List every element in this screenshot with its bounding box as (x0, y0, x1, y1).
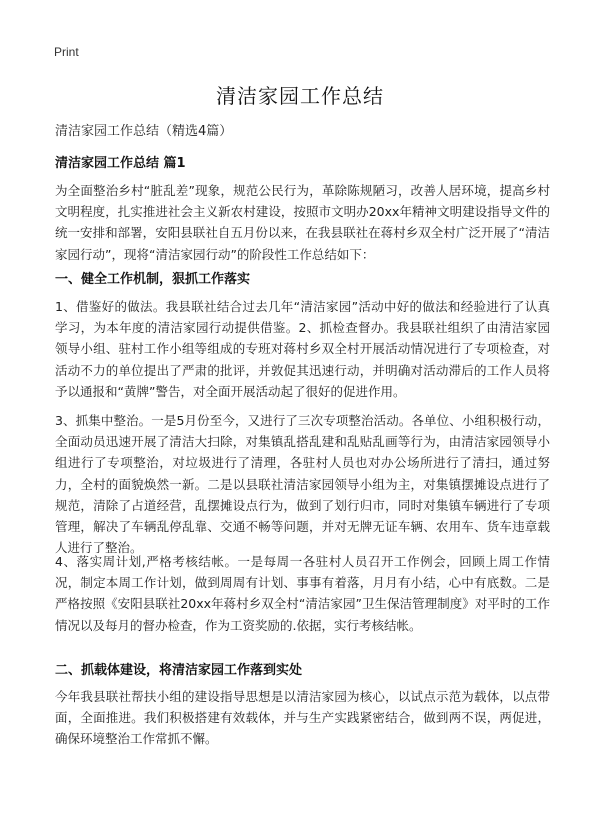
print-link[interactable]: Print (54, 45, 79, 59)
paragraph-four: 今年我县联社帮扶小组的建设指导思想是以清洁家园为核心，以试点示范为载体，以点带面，全面推进。我们积极搭建有效载体，并与生产实践紧密结合，做到两不误，两促进，确保环境整治工作常抓不懈。 (55, 689, 550, 747)
section-heading: 清洁家园工作总结 篇1 (55, 156, 186, 171)
heading-one: 一、健全工作机制，狠抓工作落实 (55, 272, 251, 287)
paragraph-three: 4、落实周计划,严格考核结帐。一是每周一各驻村人员召开工作例会，回顾上周工作情况，制定本周工作计划，做到周周有计划、事事有着落，月月有小结，心中有底数。二是严格按照《安阳县联社20xx年蒋村乡双全村“清洁家园”卫生保洁管理制度》对平时的工作情况以及每月的督办检查，作为工资奖励的.依据，实行考核结帐。 (55, 554, 550, 633)
paragraph-two: 3、抓集中整治。一是5月份至今，又进行了三次专项整治活动。各单位、小组积极行动，全面动员迅速开展了清洁大扫除，对集镇乱搭乱建和乱贴乱画等行为，由清洁家园领导小组进行了专项整治，对垃圾进行了清理，各驻村人员也对办公场所进行了清扫，通过努力，全村的面貌焕然一新。二是以县联社清洁家园领导小组为主，对集镇摆摊设点进行了规范，清除了占道经营，乱摆摊设点行为，做到了划行归市，同时对集镇车辆进行了专项管理，解决了车辆乱停乱靠、交通不畅等问题，并对无牌无证车辆、农用车、货车违章载人进行了整治。 (55, 413, 550, 556)
paragraph-one: 1、借鉴好的做法。我县联社结合过去几年“清洁家园”活动中好的做法和经验进行了认真学习，为本年度的清洁家园行动提供借鉴。2、抓检查督办。我县联社组织了由清洁家园领导小组、驻村工作小组等组成的专班对蒋村乡双全村开展活动情况进行了专项检查，对活动不力的单位提出了严肃的批评，并敦促其迅速行动，并明确对活动滞后的工作人员将予以通报和“黄牌”警告，对全面开展活动起了很好的促进作用。 (55, 299, 550, 399)
document-subtitle: 清洁家园工作总结（精选4篇） (55, 124, 233, 139)
heading-two: 二、抓载体建设，将清洁家园工作落到实处 (55, 663, 303, 678)
intro-paragraph: 为全面整治乡村“脏乱差”现象，规范公民行为，革除陈规陋习，改善人居环境，提高乡村文明程度，扎实推进社会主义新农村建设，按照市文明办20xx年精神文明建设指导文件的统一安排和部署，安阳县联社自五月份以来，在我县联社在蒋村乡双全村广泛开展了“清洁家园行动”，现将“清洁家园行动”的阶段性工作总结如下： (55, 183, 550, 262)
page-title: 清洁家园工作总结 (216, 84, 384, 108)
